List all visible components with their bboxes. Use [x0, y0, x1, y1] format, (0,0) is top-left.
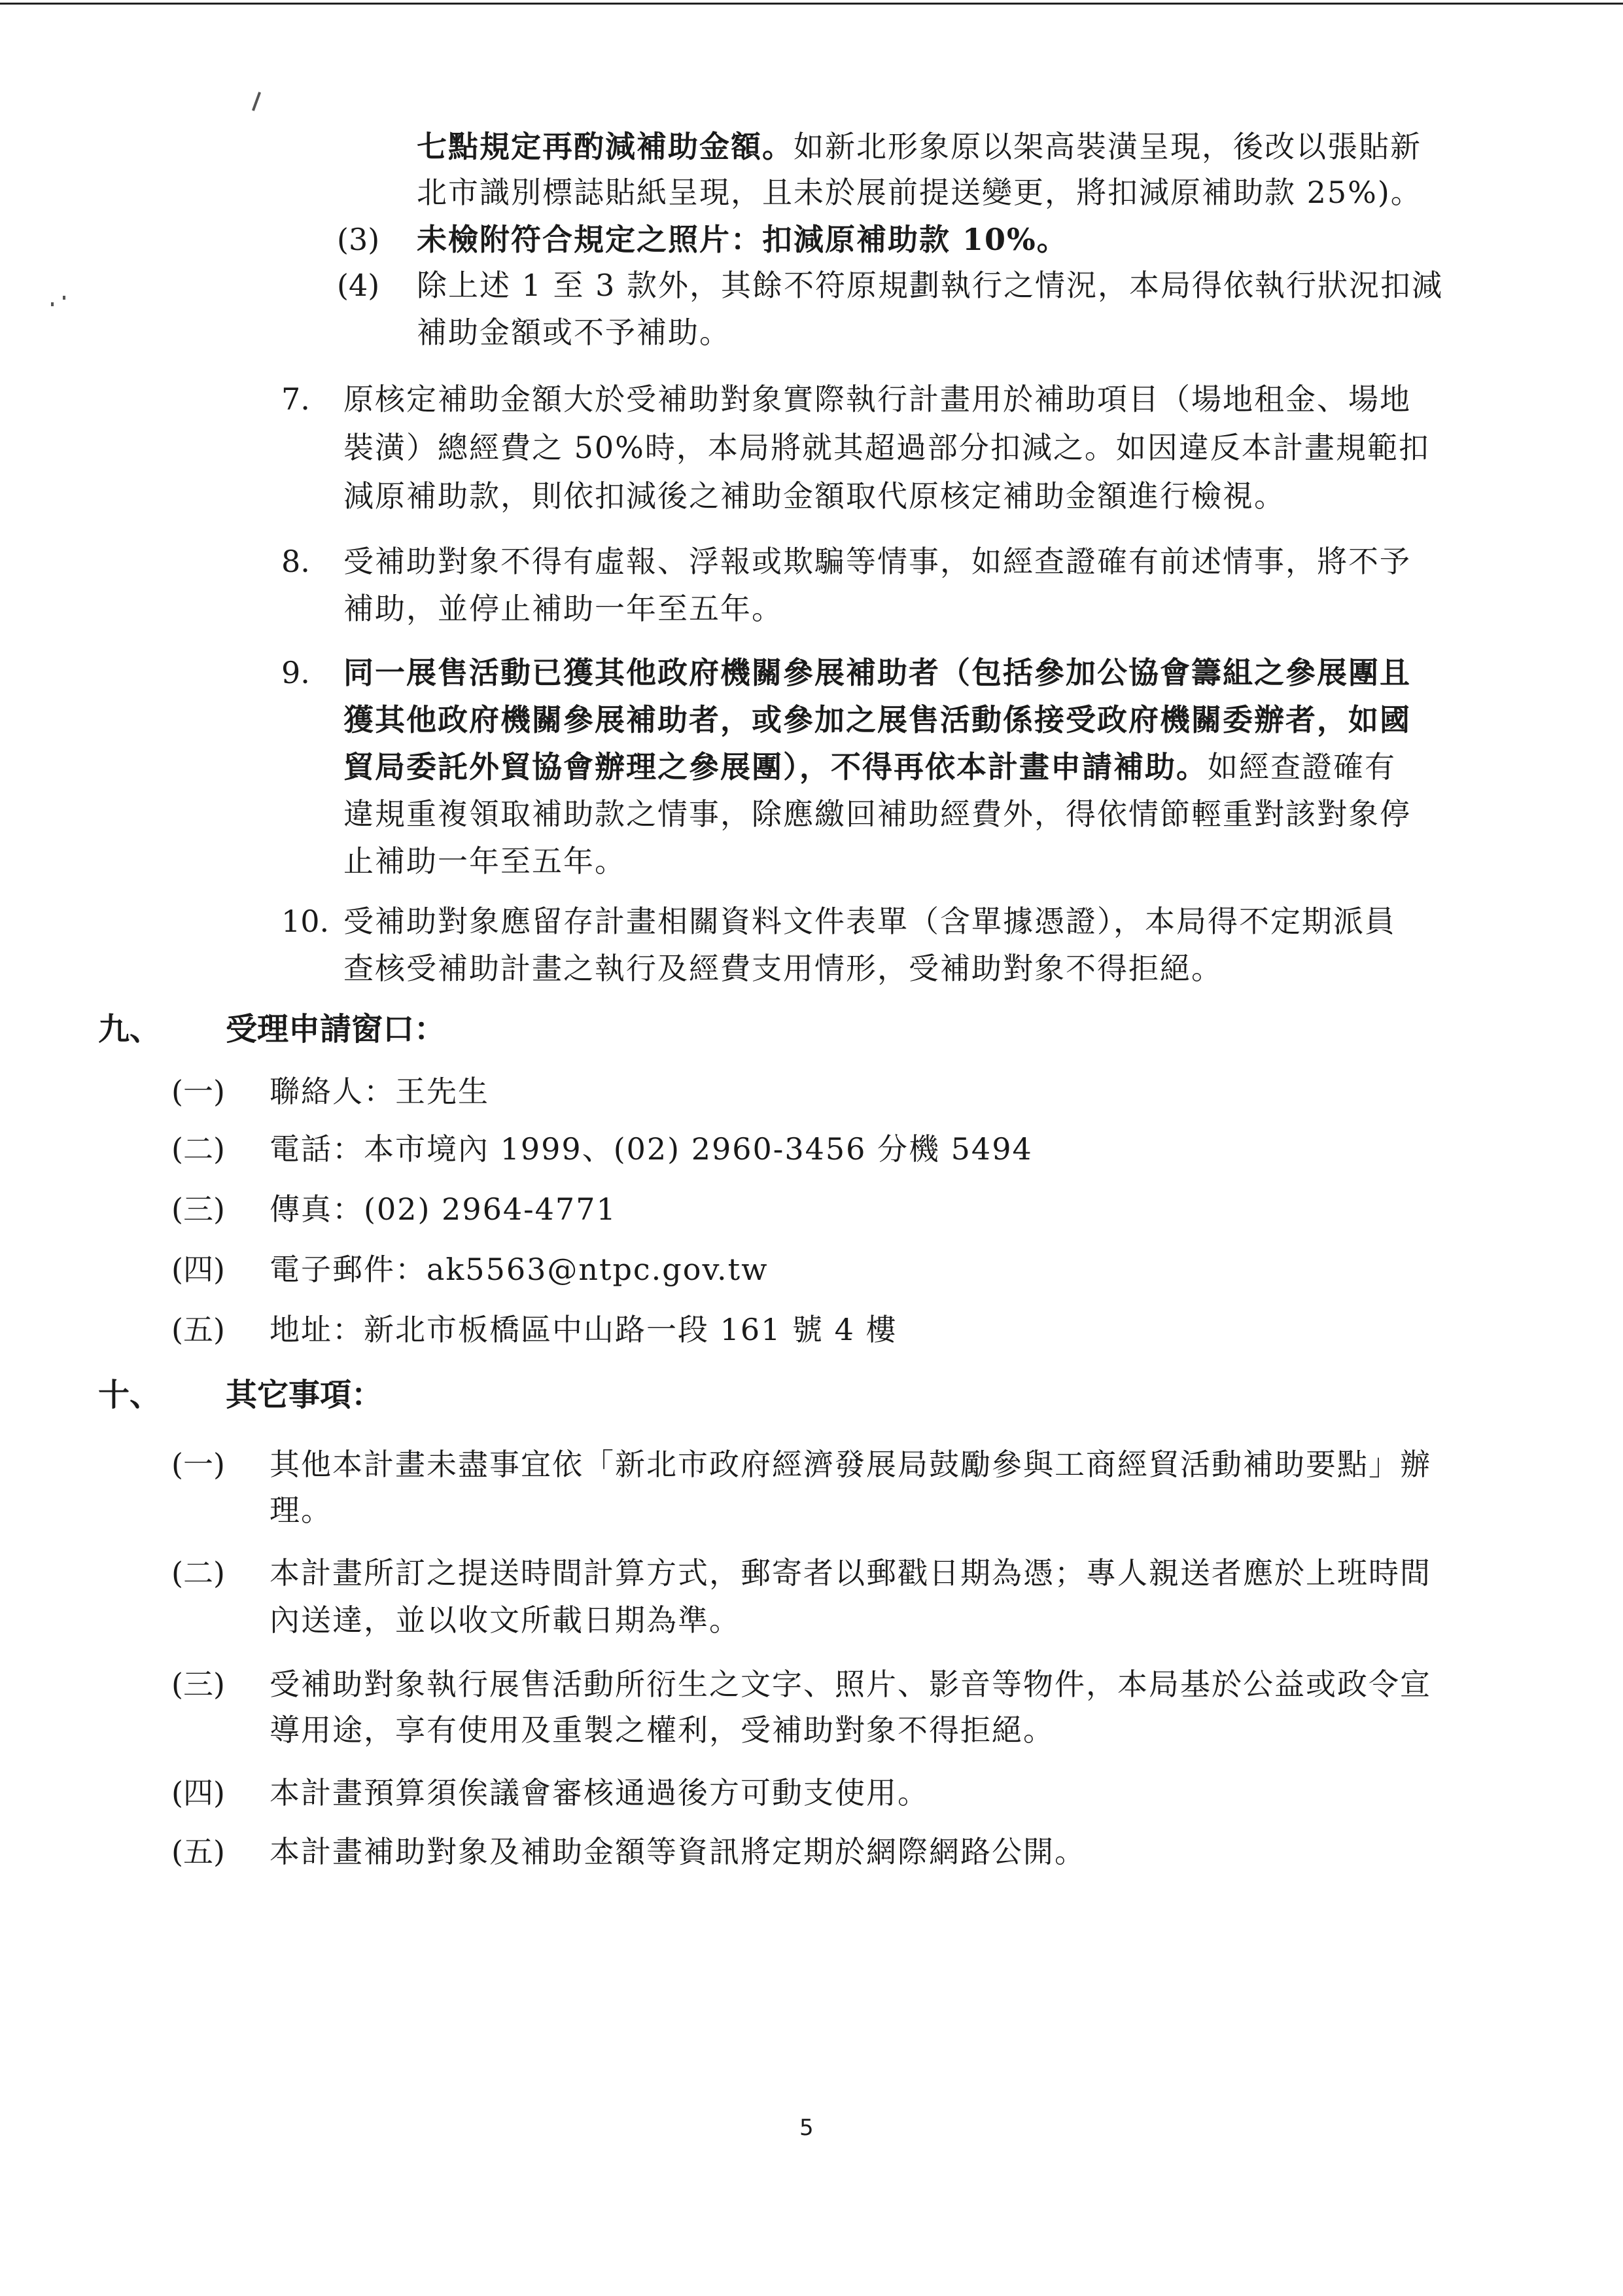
- other-1-marker: (一): [171, 1447, 225, 1482]
- contact-5-marker: (五): [171, 1312, 225, 1347]
- other-1-line2: 理。: [270, 1492, 332, 1528]
- contact-phone: 電話：本市境內 1999、(02) 2960-3456 分機 5494: [270, 1131, 1033, 1167]
- other-2-line1: 本計畫所訂之提送時間計算方式，郵寄者以郵戳日期為憑；專人親送者應於上班時間: [270, 1555, 1431, 1591]
- contact-address: 地址：新北市板橋區中山路一段 161 號 4 樓: [270, 1312, 898, 1347]
- item-9-number: 9.: [281, 655, 310, 690]
- subitem-4-number: (4): [337, 268, 380, 303]
- item-7-number: 7.: [281, 381, 310, 417]
- contact-2-marker: (二): [171, 1131, 225, 1167]
- item-7-line3: 減原補助款，則依扣減後之補助金額取代原核定補助金額進行檢視。: [343, 478, 1285, 514]
- item-10-number: 10.: [281, 904, 330, 939]
- item-8-number: 8.: [281, 544, 310, 579]
- other-3-line1: 受補助對象執行展售活動所衍生之文字、照片、影音等物件，本局基於公益或政令宣: [270, 1667, 1431, 1702]
- section-10-title: 其它事項：: [226, 1377, 383, 1413]
- item-9-line4: 違規重複領取補助款之情事，除應繳回補助經費外，得依情節輕重對該對象停: [343, 796, 1411, 832]
- section-9-title: 受理申請窗口：: [226, 1011, 446, 1048]
- section-9-number: 九、: [98, 1011, 162, 1048]
- item6-cont-line2: 北市識別標誌貼紙呈現，且未於展前提送變更，將扣減原補助款 25%)。: [417, 175, 1422, 210]
- other-3-line2: 導用途，享有使用及重製之權利，受補助對象不得拒絕。: [270, 1712, 1055, 1748]
- subitem-4-line1: 除上述 1 至 3 款外，其餘不符原規劃執行之情況，本局得依執行狀況扣減: [417, 268, 1444, 303]
- contact-4-marker: (四): [171, 1252, 225, 1287]
- scan-mark: [63, 296, 65, 300]
- item-8-line2: 補助，並停止補助一年至五年。: [343, 591, 783, 626]
- item-9-line2: 獲其他政府機關參展補助者，或參加之展售活動係接受政府機關委辦者，如國: [343, 702, 1411, 737]
- item-9-line5: 止補助一年至五年。: [343, 843, 626, 879]
- item-7-line2: 裝潢）總經費之 50%時，本局將就其超過部分扣減之。如因違反本計畫規範扣: [343, 430, 1430, 465]
- contact-3-marker: (三): [171, 1192, 225, 1227]
- contact-fax: 傳真：(02) 2964-4771: [270, 1192, 617, 1227]
- subitem-4-line2: 補助金額或不予補助。: [417, 315, 731, 350]
- contact-1-marker: (一): [171, 1074, 225, 1109]
- scan-mark: [252, 92, 261, 111]
- other-2-marker: (二): [171, 1555, 225, 1591]
- item6-cont-line1: 七點規定再酌減補助金額。如新北形象原以架高裝潢呈現，後改以張貼新: [417, 129, 1422, 164]
- item-7-line1: 原核定補助金額大於受補助對象實際執行計畫用於補助項目（場地租金、場地: [343, 381, 1411, 417]
- item-10-line1: 受補助對象應留存計畫相關資料文件表單（含單據憑證），本局得不定期派員: [343, 904, 1396, 939]
- item-9-line1: 同一展售活動已獲其他政府機關參展補助者（包括參加公協會籌組之參展團且: [343, 655, 1411, 690]
- subitem-3-number: (3): [337, 222, 380, 257]
- contact-person: 聯絡人：王先生: [270, 1074, 489, 1109]
- other-1-line1: 其他本計畫未盡事宜依「新北市政府經濟發展局鼓勵參與工商經貿活動補助要點」辦: [270, 1447, 1431, 1482]
- scan-mark: [51, 302, 54, 306]
- item-10-line2: 查核受補助計畫之執行及經費支用情形，受補助對象不得拒絕。: [343, 951, 1223, 986]
- other-4-marker: (四): [171, 1775, 225, 1810]
- page-number: 5: [799, 2115, 814, 2141]
- other-5-text: 本計畫補助對象及補助金額等資訊將定期於網際網路公開。: [270, 1834, 1086, 1869]
- other-2-line2: 內送達，並以收文所載日期為準。: [270, 1602, 741, 1638]
- other-3-marker: (三): [171, 1667, 225, 1702]
- scan-top-edge: [0, 3, 1623, 5]
- contact-email: 電子郵件：ak5563@ntpc.gov.tw: [270, 1252, 769, 1287]
- subitem-3-text: 未檢附符合規定之照片：扣減原補助款 10%。: [417, 222, 1068, 257]
- section-10-number: 十、: [98, 1377, 162, 1413]
- other-5-marker: (五): [171, 1834, 225, 1869]
- item-9-line3: 貿局委託外貿協會辦理之參展團），不得再依本計畫申請補助。如經查證確有: [343, 749, 1396, 785]
- item-8-line1: 受補助對象不得有虛報、浮報或欺騙等情事，如經查證確有前述情事，將不予: [343, 544, 1411, 579]
- other-4-text: 本計畫預算須俟議會審核通過後方可動支使用。: [270, 1775, 929, 1810]
